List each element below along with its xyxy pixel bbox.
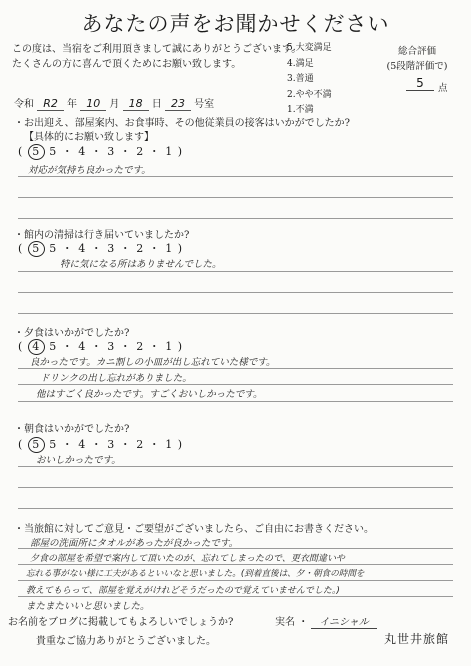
intro-text (12, 42, 301, 72)
q1-line-1 (18, 176, 453, 177)
real-name-option: 実名 (275, 617, 295, 628)
room-value: 23 (165, 97, 191, 111)
q5-answer-2: 夕食の部屋を希望で案内して頂いたのが、忘れてしまったので、更衣間違いや (30, 554, 345, 564)
q3-answer-3: 他はすごく良かったです。すごくおいしかったです。 (36, 389, 263, 400)
q4-rating: ( 5 5 ・ 4 ・ 3 ・ 2 ・ 1 ) (18, 438, 184, 451)
day-value: 18 (123, 97, 149, 111)
q1-question: ・お出迎え、部屋案内、お食事時、その他従業員の接客はいかがでしたか? (14, 118, 350, 129)
q2-question: ・館内の清掃は行き届いていましたか? (14, 230, 190, 241)
date-room-line (14, 95, 214, 110)
q1-hint: 【具体的にお願い致します】 (24, 132, 154, 143)
q5-answer-5: またまたいいと思いました。 (26, 601, 150, 612)
initial-option: イニシャル (311, 617, 376, 629)
intro-line-1: この度は、当宿をご利用頂きまして誠にありがとうございます。 (12, 44, 302, 55)
q4-line-1 (18, 466, 453, 467)
q2-line-2 (18, 292, 453, 293)
blog-options: 実名 ・ イニシャル (275, 613, 377, 628)
month-value: 10 (80, 97, 106, 111)
q1-rating: ( 5 5 ・ 4 ・ 3 ・ 2 ・ 1 ) (18, 145, 184, 158)
month-unit: 月 (109, 99, 120, 110)
q1-rating-scale: 5 ・ 4 ・ 3 ・ 2 ・ 1 (49, 145, 174, 158)
q3-line-3 (18, 401, 453, 402)
q4-line-2 (18, 487, 453, 488)
q3-rating: ( 4 5 ・ 4 ・ 3 ・ 2 ・ 1 ) (18, 340, 184, 353)
q3-question: ・夕食はいかがでしたか? (14, 328, 130, 339)
q3-answer-2: ドリンクの出し忘れがありました。 (40, 373, 192, 384)
q3-line-1 (18, 368, 453, 369)
q5-answer-3: 忘れる事がない様に工夫があるといいなと思いました。(到着直後は、夕・朝食の時間を (26, 569, 365, 579)
q3-line-2 (18, 384, 453, 385)
q3-selected-circle: 4 (28, 339, 45, 355)
q2-line-3 (18, 313, 453, 314)
q4-question: ・朝食はいかがでしたか? (14, 424, 130, 435)
overall-score-value: 5 (406, 76, 434, 91)
day-unit: 日 (151, 99, 162, 110)
q1-line-3 (18, 218, 453, 219)
scale-3: 3.普通 (287, 74, 314, 84)
scale-2: 2.やや不満 (287, 89, 332, 100)
overall-sublabel: (5段階評価で) (386, 61, 448, 72)
q5-line-2 (18, 564, 453, 565)
rating-scale-legend (287, 41, 332, 119)
q5-answer-1: 部屋の洗面所にタオルがあったが良かったです。 (30, 538, 239, 549)
thanks-message: 貴重なご協力ありがとうございました。 (36, 636, 216, 647)
overall-score-unit: 点 (438, 83, 448, 94)
q4-rating-scale: 5 ・ 4 ・ 3 ・ 2 ・ 1 (49, 438, 174, 451)
q3-rating-scale: 5 ・ 4 ・ 3 ・ 2 ・ 1 (49, 340, 174, 353)
era-label: 令和 (14, 99, 34, 110)
scale-1: 1.不満 (287, 105, 314, 115)
q5-answer-4: 教えてもらって、部屋を覚えがけれどそうだったので覚えていませんでした。) (26, 586, 340, 596)
scale-5: 5.大変満足 (287, 43, 332, 53)
inn-name: 丸世井旅館 (383, 632, 449, 646)
q1-answer-1: 対応が気持ち良かったです。 (28, 165, 151, 176)
q3-answer-1: 良かったです。カニ割しの小皿が出し忘れていた様です。 (30, 357, 276, 368)
q4-answer-1: おいしかったです。 (36, 455, 121, 466)
overall-label: 総合評価 (397, 46, 436, 57)
room-unit: 号室 (194, 99, 215, 110)
q1-line-2 (18, 197, 453, 198)
year-unit: 年 (67, 99, 78, 110)
q2-rating: ( 5 5 ・ 4 ・ 3 ・ 2 ・ 1 ) (18, 242, 184, 255)
q5-question: ・当旅館に対してご意見・ご要望がございましたら、ご自由にお書きください。 (14, 524, 374, 535)
blog-question: お名前をブログに掲載してもよろしいでしょうか? (8, 617, 234, 628)
scale-4: 4.満足 (287, 58, 314, 69)
q1-selected-circle: 5 (28, 144, 45, 160)
q2-selected-circle: 5 (28, 241, 45, 257)
q2-rating-scale: 5 ・ 4 ・ 3 ・ 2 ・ 1 (49, 242, 174, 255)
q2-answer-1: 特に気になる所はありませんでした。 (60, 259, 222, 270)
q2-line-1 (18, 271, 453, 272)
q4-selected-circle: 5 (28, 437, 45, 453)
q5-line-4 (18, 596, 453, 597)
overall-rating-label (372, 44, 462, 74)
q5-line-1 (18, 548, 453, 549)
intro-line-2: たくさんの方に喜んで頂くためにお願い致します。 (12, 59, 242, 70)
q4-line-3 (18, 508, 453, 509)
year-value: R2 (37, 97, 64, 111)
form-title: あなたの声をお聞かせください (81, 12, 390, 36)
q5-line-3 (18, 580, 453, 581)
